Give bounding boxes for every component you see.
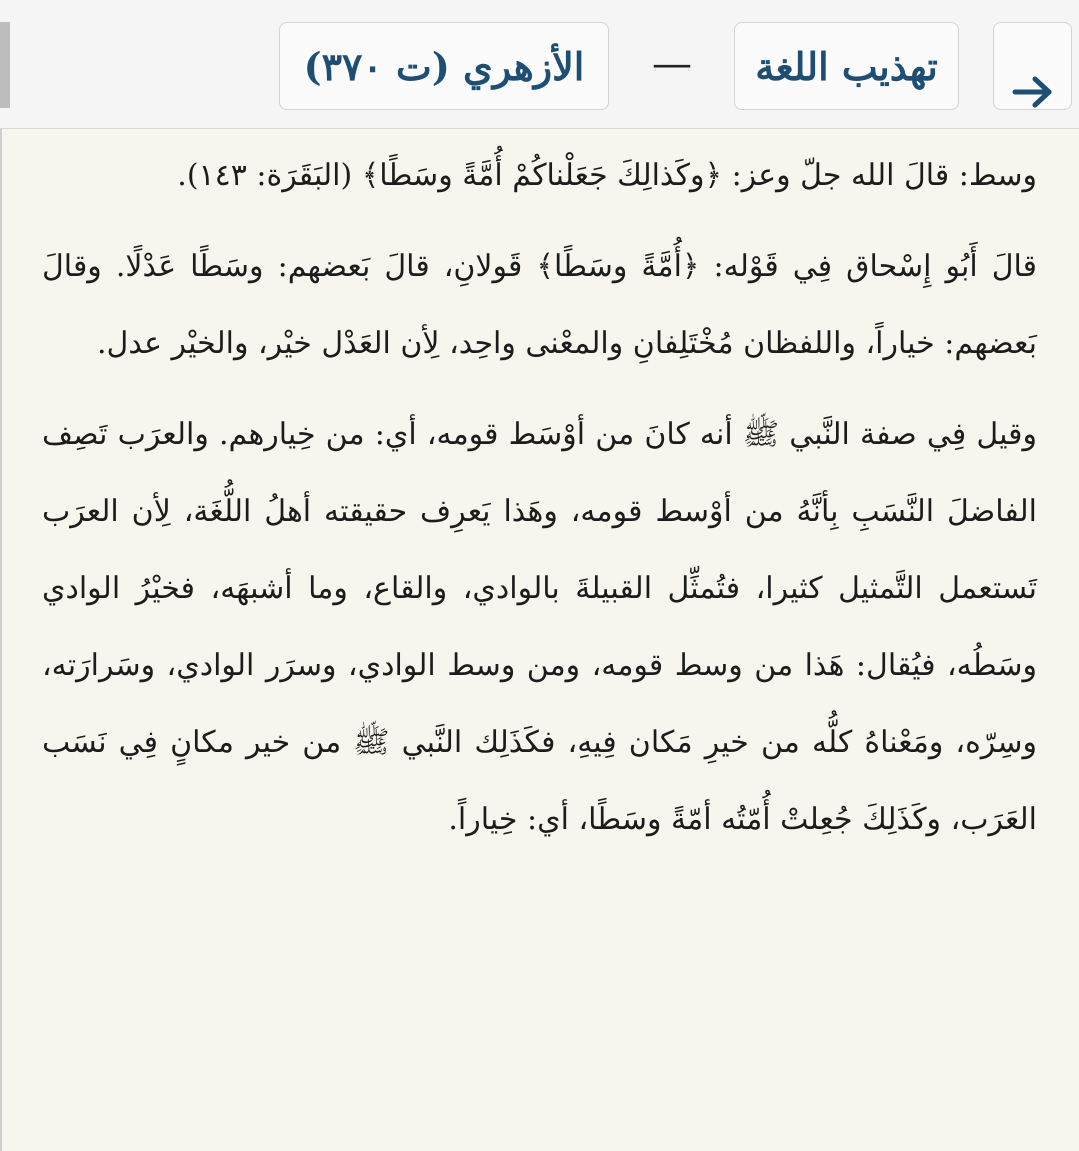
article-text (42, 129, 1037, 858)
paragraph-1: وسط: قالَ الله جلّ وعز: ﴿وكَذالِكَ جَعَلْناكُمْ أُمَّةً وسَطًا﴾ (البَقَرَة: ١٤٣). (177, 158, 1037, 193)
author-title-button[interactable]: الأزهري (ت ٣٧٠) (279, 22, 609, 110)
back-button[interactable] (993, 22, 1072, 110)
paragraph-3: وقيل فِي صفة النَّبي ﷺ أنه كانَ من أوْسَط قومه، أي: من خِيارهم. والعرَب تَصِف الفاضلَ النَّسَبِ بِأنَّهُ من أوْسط قومه، وهَذا يَعرِف حقيقته أهلُ اللُّغَة، لِأن العرَب تَستعمل التَّمثيل كثيرا، فتُمثِّل القبيلةَ بالوادي، والقاع، وما أشبهَه، فخيْرُ الوادي وسَطُه، فيُقال: هَذا من وسط قومه، ومن وسط الوادي، وسرَر الوادي، وسَرارَته، وسِرّه، ومَعْناهُ كلُّه من خيرِ مَكان فِيهِ، فكَذَلِك النَّبي ﷺ من خير مكانٍ فِي نَسَب العَرَب، وكَذَلِكَ جُعِلتْ أُمّتُه أمّةً وسَطًا، أي: خِياراً. (42, 417, 1037, 837)
paragraph-2: قالَ أَبُو إِسْحاق فِي قَوْله: ﴿أُمَّةً وسَطًا﴾ قَولانِ، قالَ بَعضهم: وسَطًا عَدْلًا. وقالَ بَعضهم: خياراً، واللفظان مُخْتَلِفانِ والمعْنى واحِد، لِأن العَدْل خيْر، والخيْر عدل. (42, 249, 1037, 361)
article-content (0, 129, 1079, 1151)
book-title-button[interactable]: تهذيب اللغة (734, 22, 959, 110)
scroll-indicator (0, 22, 10, 108)
title-separator: — (652, 41, 692, 87)
top-bar (0, 0, 1079, 129)
arrow-right-icon (1011, 51, 1055, 83)
